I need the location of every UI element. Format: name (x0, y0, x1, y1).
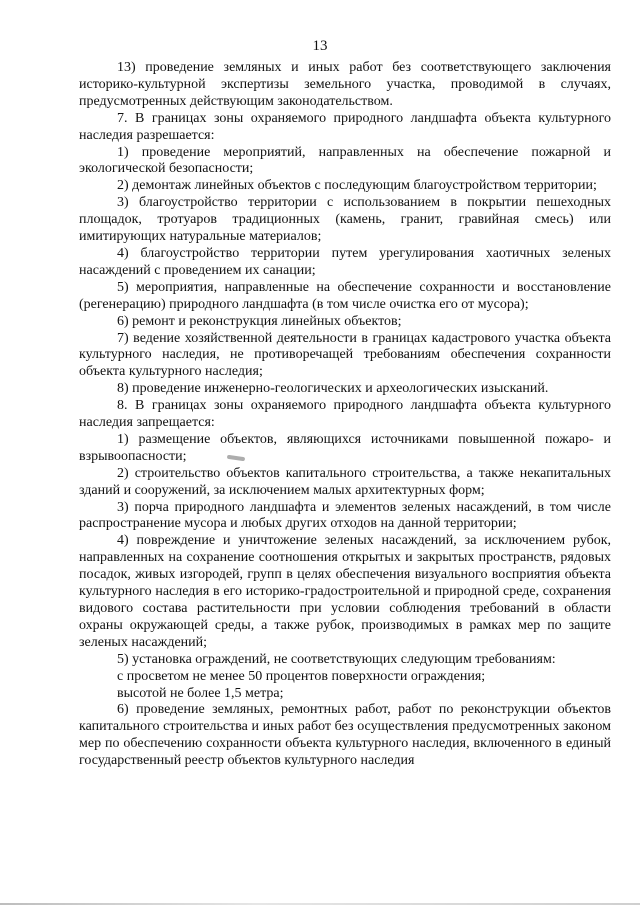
fence-requirement-2: высотой не более 1,5 метра; (117, 685, 284, 701)
document-body (79, 60, 611, 770)
allowed-item-8: 8) проведение инженерно-геологических и археологических изысканий. (117, 381, 549, 397)
forbidden-item-4: 4) повреждение и уничтожение зеленых насаждений, за исключением рубок, направленных на сохранение соотношения открытых и закрытых пространств, рядовых посадок, живых изгородей, групп в целях обеспечения визуального восприятия объекта культурного наследия в его историко-градостроительной и природной среде, сохранения видового состава растительности при условии соблюдения требований в области охраны окружающей среды, а также рубок, производимых в рамках мер по защите зеленых насаждений; (79, 533, 611, 650)
forbidden-item-5: 5) установка ограждений, не соответствующих следующим требованиям: (117, 651, 556, 667)
forbidden-item-1: 1) размещение объектов, являющихся источниками повышенной пожаро- и взрывоопасности; (79, 431, 611, 464)
allowed-item-5: 5) мероприятия, направленные на обеспечение сохранности и восстановление (регенерацию) природного ландшафта (в том числе очистка его от мусора); (79, 279, 611, 312)
section-7-heading: 7. В границах зоны охраняемого природного ландшафта объекта культурного наследия разрешается: (79, 110, 611, 143)
fence-requirement-1: с просветом не менее 50 процентов поверхности ограждения; (117, 668, 486, 684)
section-8-heading: 8. В границах зоны охраняемого природного ландшафта объекта культурного наследия запрещается: (79, 398, 611, 431)
allowed-item-7: 7) ведение хозяйственной деятельности в границах кадастрового участка объекта культурного наследия, не противоречащей требованиям обеспечения сохранности объекта культурного наследия; (79, 330, 611, 380)
forbidden-item-6: 6) проведение земляных, ремонтных работ, работ по реконструкции объектов капитального строительства и иных работ без осуществления предусмотренных законом мер по обеспечению сохранности объекта культурного наследия, включенного в единый государственный реестр объектов культурного наследия (79, 702, 611, 769)
allowed-item-2: 2) демонтаж линейных объектов с последующим благоустройством территории; (117, 178, 597, 194)
allowed-item-4: 4) благоустройство территории путем урегулирования хаотичных зеленых насаждений с проведением их санации; (79, 245, 611, 278)
page-number: 13 (312, 38, 328, 54)
forbidden-item-3: 3) порча природного ландшафта и элементов зеленых насаждений, в том числе распространение мусора и любых других отходов на данной территории; (79, 499, 611, 532)
forbidden-item-2: 2) строительство объектов капитального строительства, а также некапитальных зданий и сооружений, за исключением малых архитектурных форм; (79, 465, 611, 498)
allowed-item-1: 1) проведение мероприятий, направленных на обеспечение пожарной и экологической безопасности; (79, 144, 611, 177)
allowed-item-3: 3) благоустройство территории с использованием в покрытии пешеходных площадок, тротуаров традиционных (камень, гранит, гравийная смесь) или имитирующих натуральные материалов; (79, 195, 611, 245)
allowed-item-6: 6) ремонт и реконструкция линейных объектов; (117, 313, 402, 329)
paragraph-item-13: 13) проведение земляных и иных работ без соответствующего заключения историко-культурной экспертизы земельного участка, проводимой в случаях, предусмотренных действующим законодательством. (79, 60, 611, 109)
